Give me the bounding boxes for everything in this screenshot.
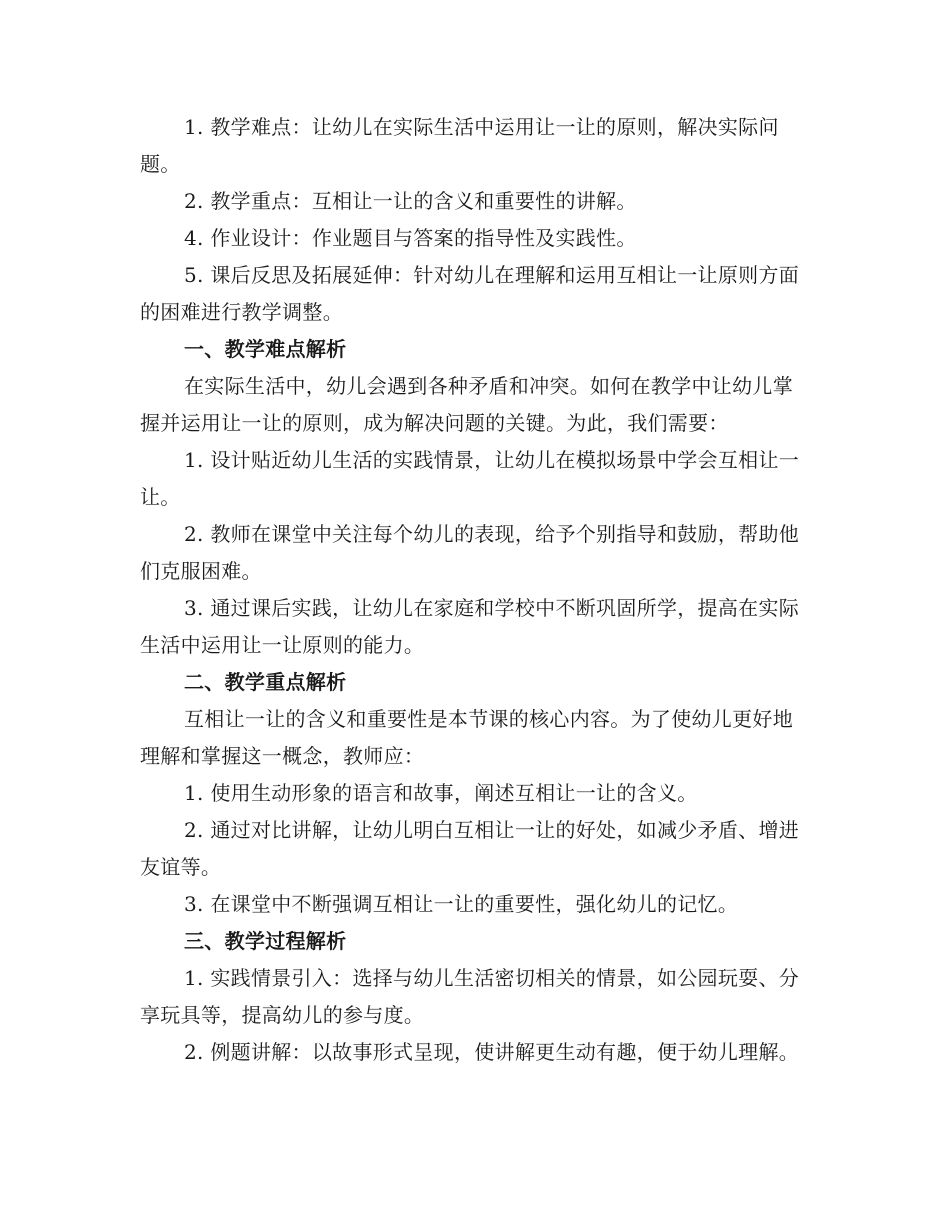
list-item: 1. 设计贴近幼儿生活的实践情景，让幼儿在模拟场景中学会互相让一让。: [140, 448, 800, 509]
section-heading-difficulty: 一、教学难点解析: [184, 337, 347, 361]
section-lead-key-point: 互相让一让的含义和重要性是本节课的核心内容。为了使幼儿更好地理解和掌握这一概念，教师应：: [140, 707, 793, 768]
intro-item-difficulty: 1. 教学难点：让幼儿在实际生活中运用让一让的原则，解决实际问题。: [140, 115, 779, 176]
intro-item-reflection: 5. 课后反思及拓展延伸：针对幼儿在理解和运用互相让一让原则方面的困难进行教学调整。: [140, 263, 800, 324]
section-lead-difficulty: 在实际生活中，幼儿会遇到各种矛盾和冲突。如何在教学中让幼儿掌握并运用让一让的原则，成为解决问题的关键。为此，我们需要：: [140, 374, 793, 435]
list-item: 3. 在课堂中不断强调互相让一让的重要性，强化幼儿的记忆。: [184, 892, 739, 916]
intro-item-key-point: 2. 教学重点：互相让一让的含义和重要性的讲解。: [184, 189, 637, 213]
section-heading-process: 三、教学过程解析: [184, 929, 347, 953]
list-item: 2. 例题讲解：以故事形式呈现，使讲解更生动有趣，便于幼儿理解。: [184, 1040, 800, 1064]
list-item: 2. 教师在课堂中关注每个幼儿的表现，给予个别指导和鼓励，帮助他们克服困难。: [140, 522, 800, 583]
document-body: [140, 109, 805, 1071]
list-item: 2. 通过对比讲解，让幼儿明白互相让一让的好处，如减少矛盾、增进友谊等。: [140, 818, 800, 879]
section-heading-key-point: 二、教学重点解析: [184, 670, 347, 694]
intro-item-homework: 4. 作业设计：作业题目与答案的指导性及实践性。: [184, 226, 637, 250]
list-item: 1. 使用生动形象的语言和故事，阐述互相让一让的含义。: [184, 781, 698, 805]
list-item: 1. 实践情景引入：选择与幼儿生活密切相关的情景，如公园玩耍、分享玩具等，提高幼儿的参与度。: [140, 966, 800, 1027]
list-item: 3. 通过课后实践，让幼儿在家庭和学校中不断巩固所学，提高在实际生活中运用让一让原则的能力。: [140, 596, 800, 657]
